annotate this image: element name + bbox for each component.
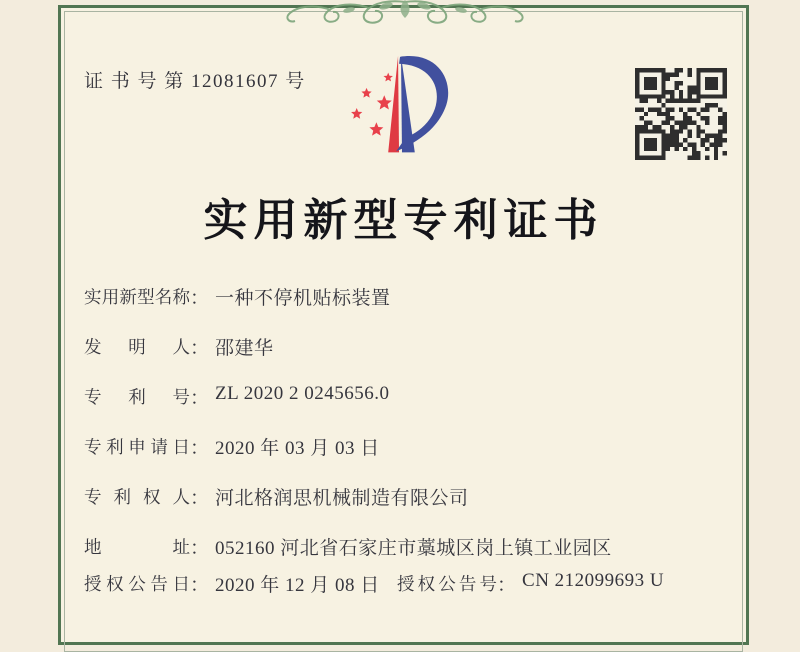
field-label: 专 利 权 人 [84,487,190,507]
certificate-title: 实用新型专利证书 [203,196,604,245]
field-row [84,433,380,460]
field-label: 授 权 公 告 日 [84,574,190,594]
field-colon: ： [190,438,210,459]
field-label: 实 用 新 型 名 称 [84,287,190,307]
field-colon: ： [190,488,210,509]
field-label: 专 利 申 请 日 [84,437,190,457]
field-row [84,333,274,360]
field-colon: ： [190,388,210,409]
certificate-number: 证 书 号 第 12081607 号 [84,71,306,92]
field-value: 河北格润思机械制造有限公司 [215,488,469,509]
field-colon: ： [497,575,517,596]
field-value: 邵建华 [215,338,274,359]
field-row [84,383,390,410]
field-row [84,570,380,597]
field-label: 发 明 人 [84,337,190,357]
field-colon: ： [190,575,210,596]
field-value: 2020 年 12 月 08 日 [215,575,380,596]
field-colon: ： [190,338,210,359]
cnipa-patent-logo-icon [337,50,465,168]
qr-code-icon [634,68,728,160]
field-value: 2020 年 03 月 03 日 [215,438,380,459]
field-value: CN 212099693 U [522,570,665,591]
field-colon: ： [190,288,210,309]
field-row [397,570,664,597]
field-value: 一种不停机贴标装置 [215,288,391,309]
field-value: ZL 2020 2 0245656.0 [215,383,390,404]
top-flourish-ornament-icon [283,0,527,28]
field-label: 专 利 号 [84,387,190,407]
field-colon: ： [190,538,210,559]
field-row [84,283,391,310]
field-label: 地 址 [84,537,190,557]
field-row [84,483,469,510]
field-row [84,533,612,560]
field-label: 授 权 公 告 号 [397,574,497,594]
field-value: 052160 河北省石家庄市藁城区岗上镇工业园区 [215,538,612,559]
